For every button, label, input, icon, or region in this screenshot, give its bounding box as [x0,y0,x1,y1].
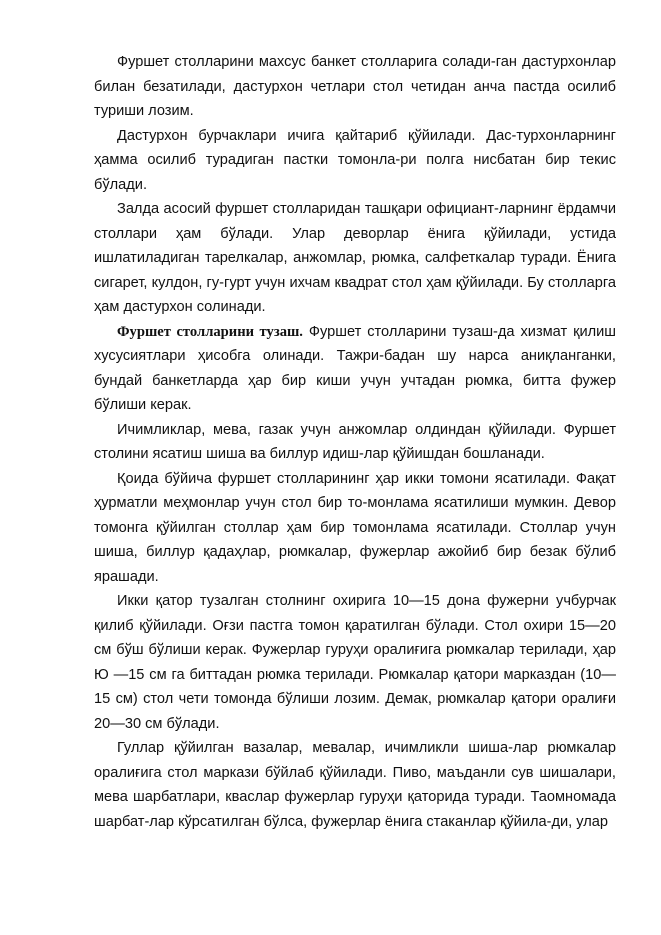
paragraph-5 [94,418,616,467]
paragraph-8-text: Гуллар қўйилган вазалар, мевалар, ичимликли шиша-лар рюмкалар оралиғига стол маркази бўйлаб қўйилади. Пиво, маъданли сув шишалари, мева шарбатлари, кваслар фужерлар гуруҳи қаторида туради. Таомномада шарбат-лар кўрсатилган бўлса, фужерлар ёнига стаканлар қўйила-ди, улар [94,740,616,830]
section-heading: Фуршет столларини тузаш. [117,323,303,340]
document-page [94,50,616,834]
paragraph-2-text: Дастурхон бурчаклари ичига қайтариб қўйилади. Дас-турхонларнинг ҳамма осилиб турадиган пастки томонла-ри полга нисбатан бир текис бўлади. [94,127,616,193]
paragraph-7 [94,589,616,736]
paragraph-7-text: Икки қатор тузалган столнинг охирига 10—15 дона фужерни учбурчак қилиб қўйилади. Оғзи пастга томон қаратилган бўлади. Стол охири 15—20 см бўш бўлиши керак. Фужерлар гуруҳи оралиғига рюмкалар терилади, ҳар Ю —15 см га биттадан рюмка терилади. Рюмкалар қатори марказдан (10—15 см) стол чети томонда бўлиши лозим. Демак, рюмкалар қатори оралиғи 20—30 см бўлади. [94,593,616,732]
paragraph-1-text: Фуршет столларини махсус банкет столларига солади-ган дастурхонлар билан безатилади, дастурхон четлари стол четидан анча пастда осилиб туриши лозим. [94,54,616,119]
paragraph-4 [94,320,616,418]
paragraph-3-text: Залда асосий фуршет столларидан ташқари официант-ларнинг ёрдамчи столлари ҳам бўлади. Улар деворлар ёнига қўйилади, устида ишлатиладиган тарелкалар, анжомлар, рюмка, салфеткалар туради. Ёнига сигарет, кулдон, гу-гурт учун ихчам квадрат стол ҳам қўйилади. Бу столларга ҳам дастурхон солинади. [94,201,616,315]
paragraph-2 [94,124,616,198]
paragraph-1 [94,50,616,124]
paragraph-6-text: Қоида бўйича фуршет столларининг ҳар икки томони ясатилади. Фақат ҳурматли меҳмонлар учун стол бир то-монлама ясатилиши мумкин. Девор томонга қўйилган столлар ҳам бир томонлама ясатилади. Столлар учун шиша, биллур қадаҳлар, рюмкалар, фужерлар ажойиб бир безак бўлиб ярашади. [94,470,616,585]
paragraph-6 [94,467,616,590]
paragraph-8 [94,736,616,834]
paragraph-5-text: Ичимликлар, мева, газак учун анжомлар олдиндан қўйилади. Фуршет столини ясатиш шиша ва биллур идиш-лар қўйишдан бошланади. [94,421,616,462]
paragraph-4-text: Фуршет столларини тузаш-да хизмат қилиш хусусиятлари ҳисобга олинади. Тажри-бадан шу нарса аниқланганки, бундай банкетларда ҳар бир киши учун учтадан рюмка, битта фужер бўлиши керак. [94,323,616,413]
paragraph-3 [94,197,616,320]
